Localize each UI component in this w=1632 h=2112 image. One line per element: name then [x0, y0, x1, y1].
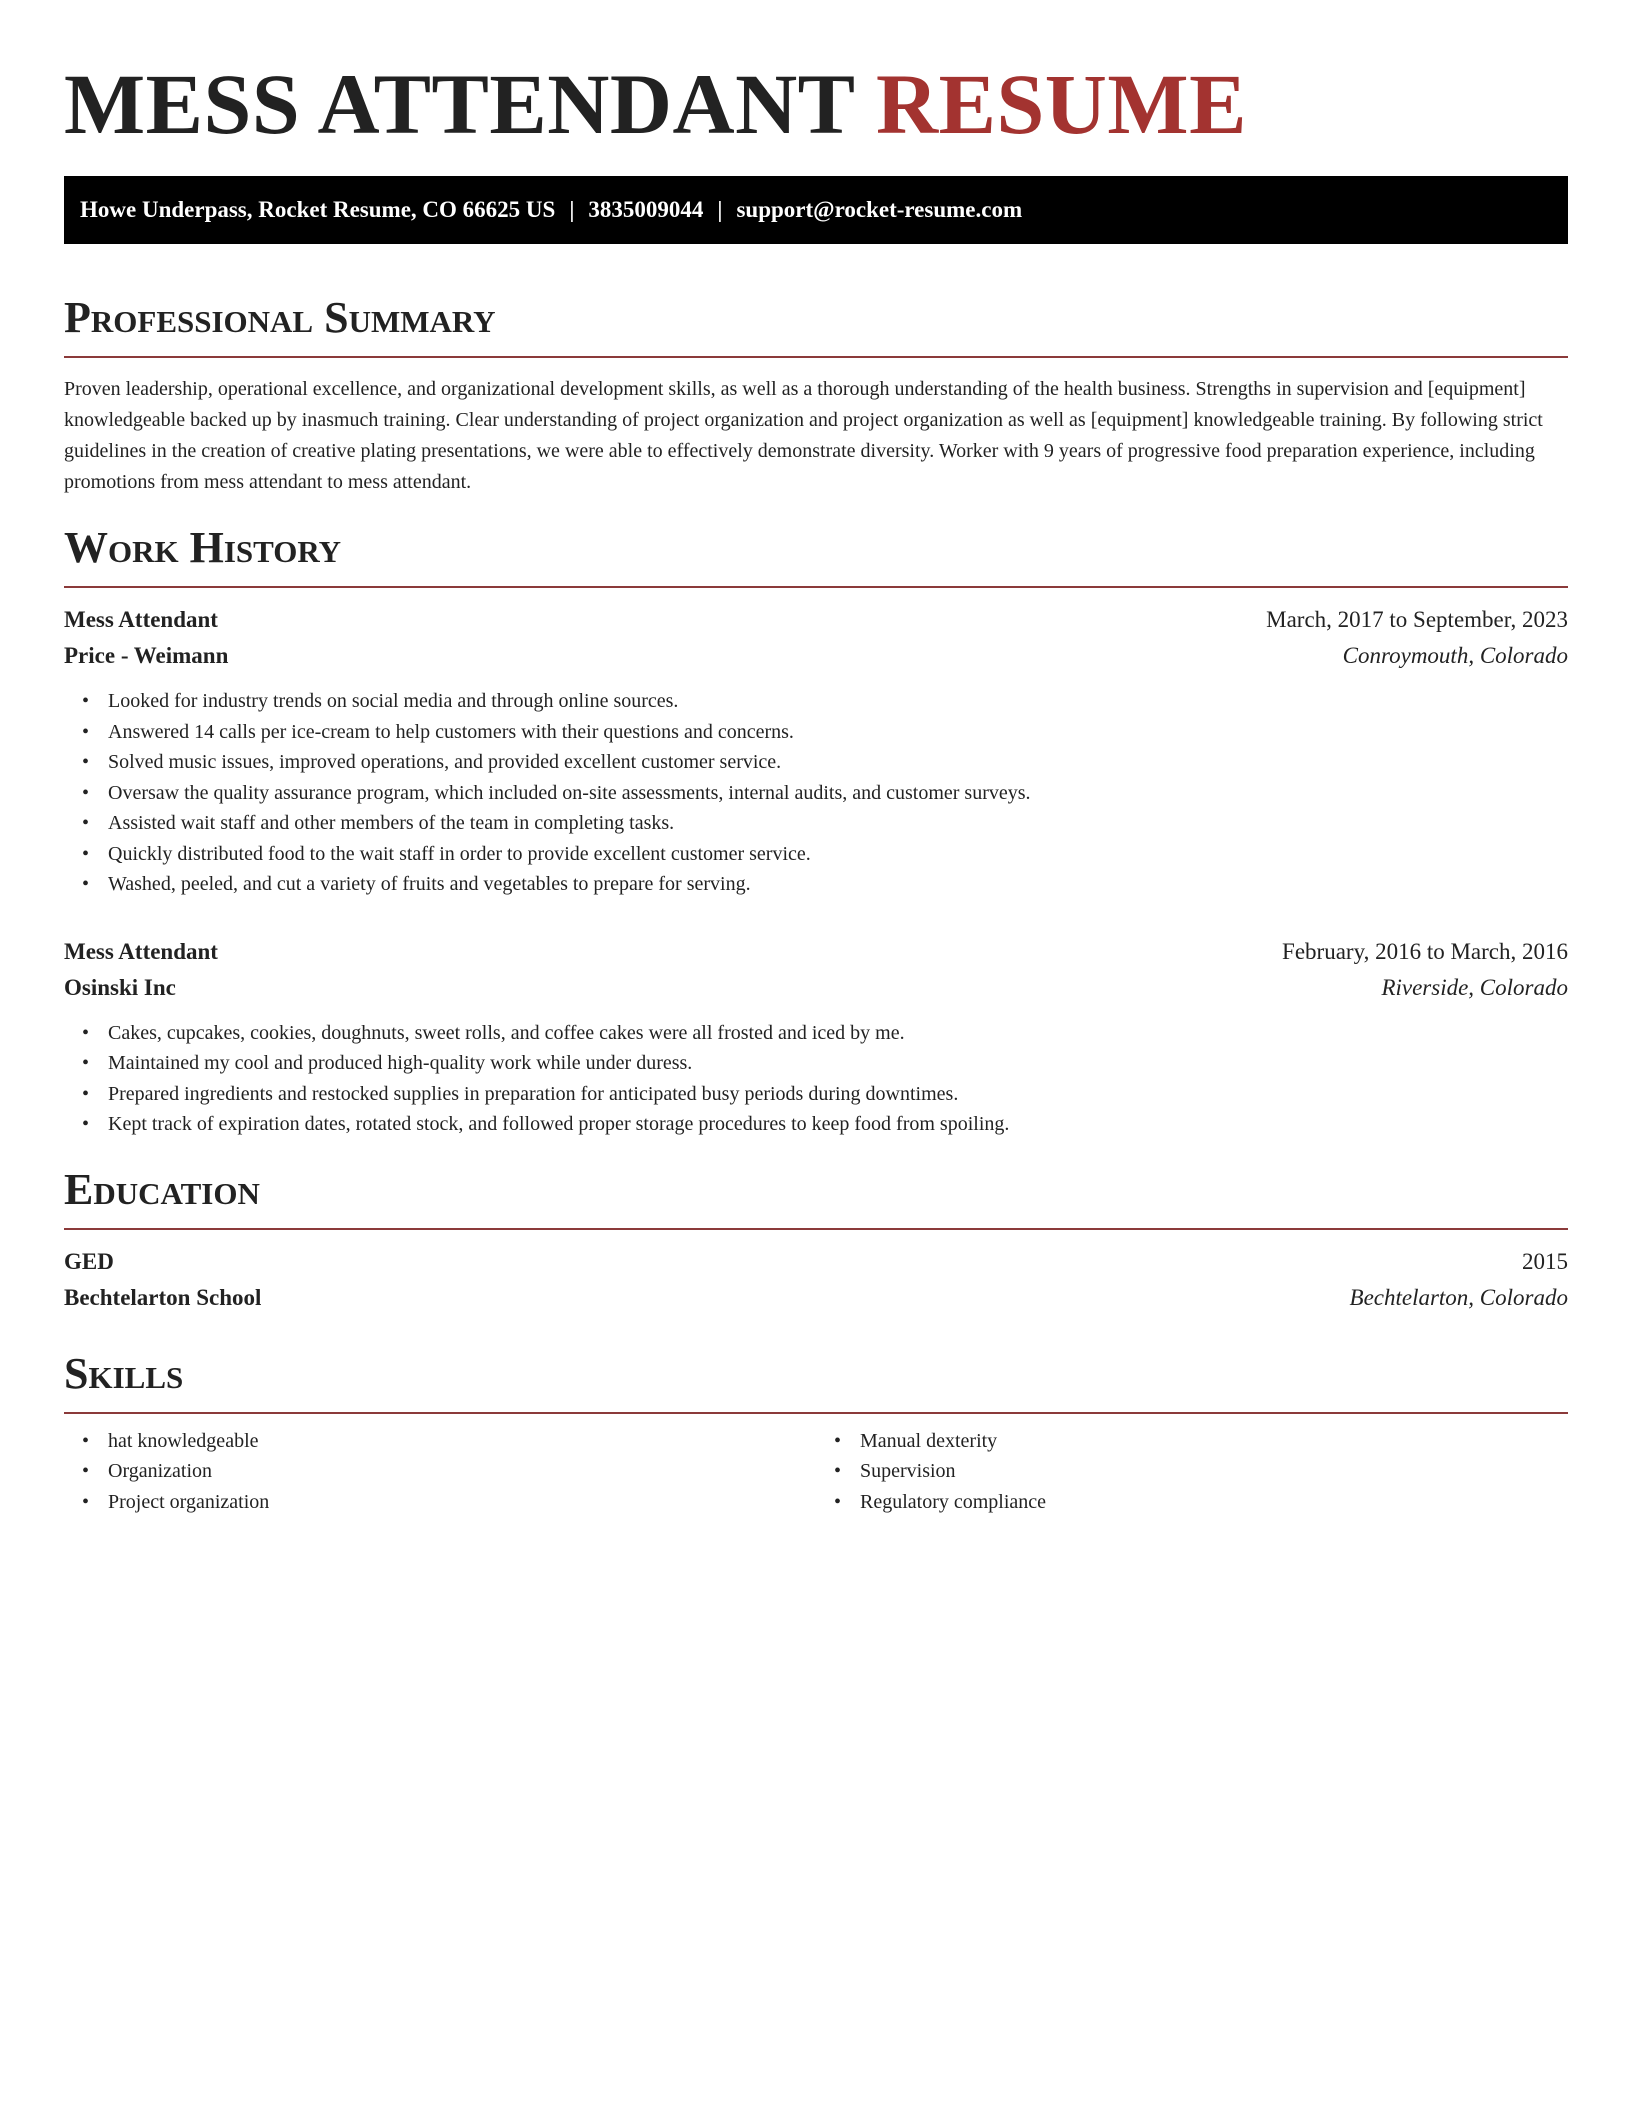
list-item: • Oversaw the quality assurance program, which included on-site assessments, internal audits, and customer surveys. — [108, 778, 1568, 809]
skill-item: • Regulatory compliance — [860, 1487, 1568, 1518]
skill-item: • Manual dexterity — [860, 1426, 1568, 1457]
contact-separator: | — [717, 197, 723, 222]
job-bullets — [64, 686, 1568, 900]
job-entry — [64, 934, 1568, 1140]
job-title: Mess Attendant — [64, 938, 218, 964]
job-location: Conroymouth, Colorado — [1342, 643, 1568, 668]
job-bullets — [64, 1018, 1568, 1140]
summary-heading: Professional Summary — [64, 293, 496, 342]
skill-item: • Organization — [108, 1456, 816, 1487]
skills-column-2 — [816, 1426, 1568, 1518]
job-location: Riverside, Colorado — [1381, 974, 1568, 1000]
skills-section — [64, 1346, 1568, 1518]
list-item: • Washed, peeled, and cut a variety of fruits and vegetables to prepare for serving. — [108, 869, 1568, 900]
work-history-heading: Work History — [64, 523, 342, 572]
summary-section — [64, 290, 1568, 498]
education-year: 2015 — [1522, 1248, 1568, 1274]
section-divider — [64, 586, 1568, 588]
skills-grid — [64, 1426, 1568, 1518]
job-dates: March, 2017 to September, 2023 — [1266, 607, 1568, 632]
job-company: Price - Weimann — [64, 643, 229, 668]
title-accent: RESUME — [876, 56, 1247, 152]
resume-title — [64, 0, 1568, 156]
job-title: Mess Attendant — [64, 607, 218, 632]
list-item: • Assisted wait staff and other members of the team in completing tasks. — [108, 808, 1568, 839]
job-dates: February, 2016 to March, 2016 — [1282, 938, 1568, 964]
list-item: • Quickly distributed food to the wait staff in order to provide excellent customer service. — [108, 839, 1568, 870]
contact-separator: | — [569, 197, 575, 222]
list-item: • Solved music issues, improved operations, and provided excellent customer service. — [108, 747, 1568, 778]
education-entry — [64, 1244, 1568, 1316]
education-location: Bechtelarton, Colorado — [1349, 1284, 1568, 1310]
job-entry — [64, 602, 1568, 900]
list-item: • Prepared ingredients and restocked supplies in preparation for anticipated busy periods during downtimes. — [108, 1079, 1568, 1110]
contact-bar — [64, 176, 1568, 244]
list-item: • Looked for industry trends on social media and through online sources. — [108, 686, 1568, 717]
list-item: • Answered 14 calls per ice-cream to help customers with their questions and concerns. — [108, 717, 1568, 748]
job-company-row — [64, 638, 1568, 674]
resume-page — [64, 0, 1568, 1517]
job-title-row — [64, 934, 1568, 970]
job-company: Osinski Inc — [64, 974, 176, 1000]
summary-text: Proven leadership, operational excellence, and organizational development skills, as well as a thorough understanding of the health business. Strengths in supervision and [equipment] knowledgeable backed up by inasmuch training. Clear understanding of project organization and project organization as well as [equipment] knowledgeable training. By following strict guidelines in the creation of creative plating presentations, we were able to effectively demonstrate diversity. Worker with 9 years of progressive food preparation experience, including promotions from mess attendant to mess attendant. — [64, 378, 1543, 493]
education-section — [64, 1162, 1568, 1316]
section-divider — [64, 1412, 1568, 1414]
skill-item: • Supervision — [860, 1456, 1568, 1487]
education-degree-row — [64, 1244, 1568, 1280]
title-main: MESS ATTENDANT — [64, 56, 854, 152]
skill-item: • Project organization — [108, 1487, 816, 1518]
contact-email: support@rocket-resume.com — [736, 197, 1023, 222]
skills-column-1 — [64, 1426, 816, 1518]
skills-heading: Skills — [64, 1348, 184, 1398]
section-divider — [64, 1228, 1568, 1230]
contact-address: Howe Underpass, Rocket Resume, CO 66625 US — [80, 197, 556, 222]
list-item: • Kept track of expiration dates, rotated stock, and followed proper storage procedures to keep food from spoiling. — [108, 1109, 1568, 1140]
job-title-row — [64, 602, 1568, 638]
section-divider — [64, 356, 1568, 358]
list-item: • Maintained my cool and produced high-quality work while under duress. — [108, 1048, 1568, 1079]
job-company-row — [64, 970, 1568, 1006]
education-school-row — [64, 1280, 1568, 1316]
education-degree: GED — [64, 1248, 114, 1274]
education-school: Bechtelarton School — [64, 1284, 262, 1310]
skill-item: • hat knowledgeable — [108, 1426, 816, 1457]
list-item: • Cakes, cupcakes, cookies, doughnuts, sweet rolls, and coffee cakes were all frosted and iced by me. — [108, 1018, 1568, 1049]
work-history-section — [64, 520, 1568, 1140]
education-heading: Education — [64, 1164, 260, 1214]
contact-phone: 3835009044 — [588, 197, 704, 222]
